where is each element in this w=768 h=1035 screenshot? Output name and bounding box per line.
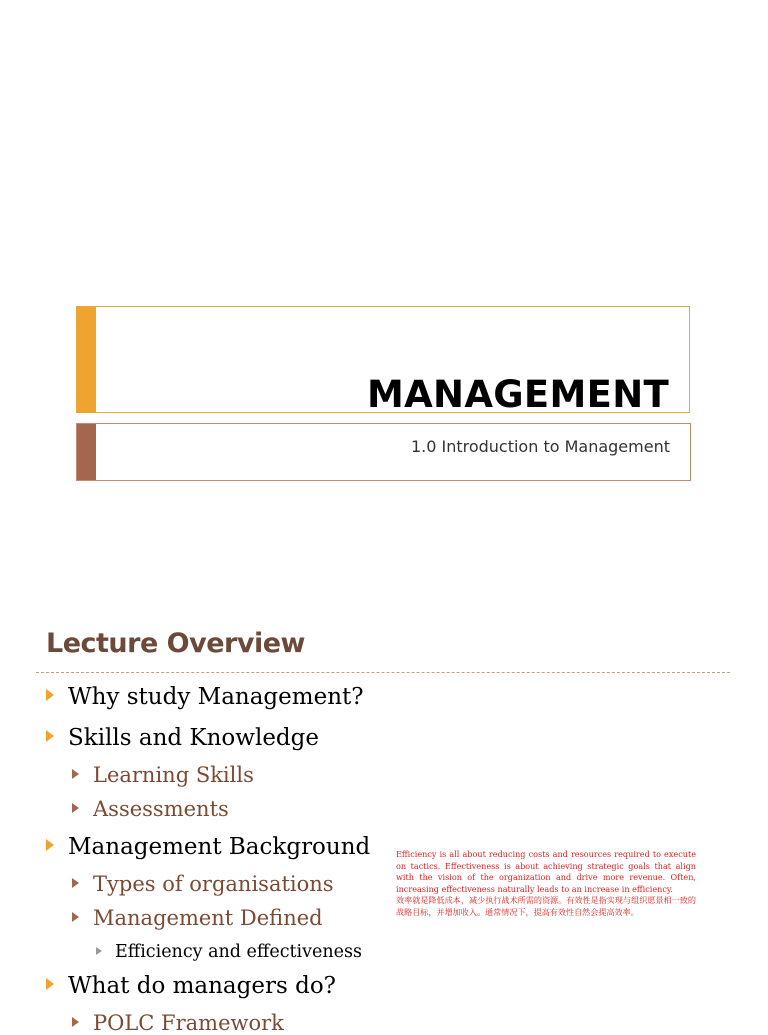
- overview-heading: Lecture Overview: [46, 628, 305, 659]
- bullet-item: Management Background: [46, 834, 370, 860]
- bullet-arrow-icon: [72, 912, 79, 922]
- sub-bullet-item: Learning Skills: [72, 763, 254, 787]
- note-chinese: 效率就是降低成本，减少执行战术所需的资源。有效性是指实现与组织愿景相一致的战略目标，并增加收入。通常情况下，提高有效性自然会提高效率。: [396, 895, 696, 917]
- title-box: [76, 306, 690, 416]
- annotation-note: [396, 849, 696, 918]
- subtitle-box: [76, 423, 691, 481]
- bullet-arrow-icon: [46, 839, 54, 851]
- sub-bullet-item: Management Defined: [72, 906, 323, 930]
- bullet-item: What do managers do?: [46, 973, 336, 999]
- title-accent-bar: [77, 307, 96, 412]
- note-english: Efficiency is all about reducing costs and resources required to execute on tactics. Effectiveness is about achieving strategic goals that align with the vision of the organization and drive more revenue. Often, increasing effectiveness naturally leads to an increase in efficiency.: [396, 849, 696, 894]
- bullet-arrow-icon: [46, 730, 54, 742]
- bullet-arrow-icon: [72, 769, 79, 779]
- subtitle-accent-bar: [77, 424, 96, 480]
- sub-sub-bullet-item: Efficiency and effectiveness: [96, 942, 362, 962]
- bullet-arrow-icon: [46, 689, 54, 701]
- bullet-item: Skills and Knowledge: [46, 725, 319, 751]
- slide-title: MANAGEMENT: [367, 373, 669, 416]
- bullet-arrow-icon: [72, 1017, 79, 1027]
- bullet-arrow-icon: [46, 978, 54, 990]
- bullet-arrow-icon: [72, 803, 79, 813]
- sub-bullet-item: Types of organisations: [72, 872, 334, 896]
- bullet-item: Why study Management?: [46, 684, 364, 710]
- slide-subtitle: 1.0 Introduction to Management: [410, 437, 670, 456]
- bullet-arrow-icon: [96, 947, 102, 955]
- sub-bullet-item: Assessments: [72, 797, 229, 821]
- heading-divider: [36, 672, 730, 673]
- bullet-arrow-icon: [72, 878, 79, 888]
- sub-bullet-item: POLC Framework: [72, 1011, 284, 1035]
